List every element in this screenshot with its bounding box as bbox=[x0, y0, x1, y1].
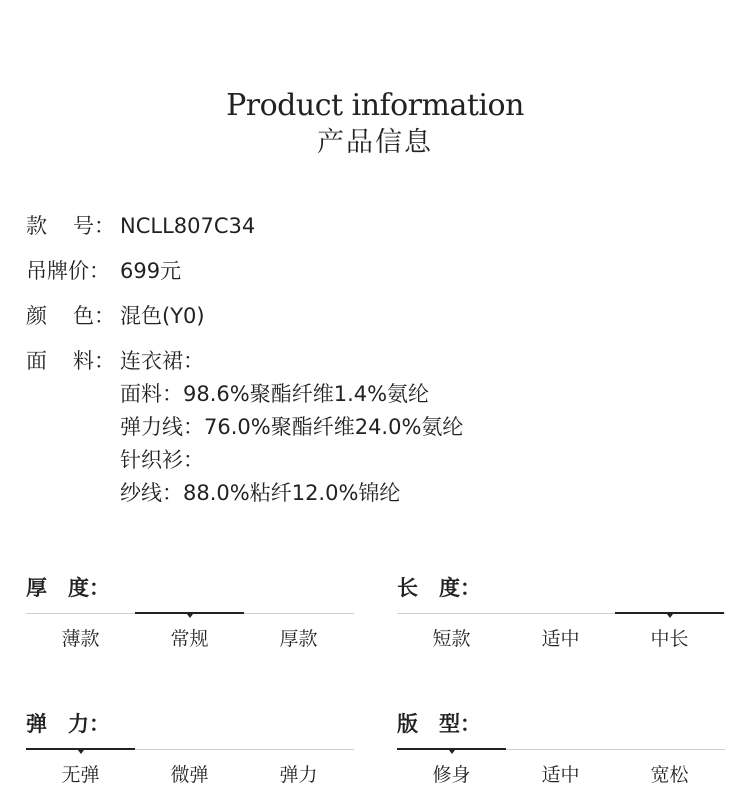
scale-segment bbox=[397, 612, 506, 614]
attribute-title: 版 型： bbox=[397, 712, 481, 736]
price-value: 699元 bbox=[120, 259, 182, 283]
fabric-line: 纱线：88.0%粘纤12.0%锦纶 bbox=[120, 481, 401, 505]
attribute-option: 适中 bbox=[541, 764, 580, 786]
fabric-label: 面 料： bbox=[26, 349, 115, 373]
color-value: 混色(Y0) bbox=[120, 304, 205, 328]
attribute-option: 宽松 bbox=[650, 764, 689, 786]
title-english: Product information bbox=[226, 88, 524, 123]
scale-segment-selected bbox=[615, 612, 724, 614]
attribute-option: 常规 bbox=[170, 628, 209, 650]
attribute-option: 中长 bbox=[650, 628, 689, 650]
scale-segment bbox=[26, 612, 135, 614]
scale-segment bbox=[244, 748, 353, 750]
price-label: 吊牌价： bbox=[26, 259, 110, 283]
style-number-value: NCLL807C34 bbox=[120, 214, 256, 238]
attribute-option: 弹力 bbox=[279, 764, 318, 786]
attribute-option: 修身 bbox=[432, 764, 471, 786]
color-row bbox=[26, 300, 205, 332]
attribute-scale-line bbox=[26, 613, 354, 614]
attribute-scale-line bbox=[397, 749, 725, 750]
scale-segment bbox=[135, 748, 244, 750]
scale-segment-selected bbox=[135, 612, 244, 614]
attribute-option: 短款 bbox=[432, 628, 471, 650]
scale-segment-selected bbox=[26, 748, 135, 750]
scale-segment bbox=[615, 748, 724, 750]
fabric-row bbox=[26, 345, 204, 377]
attribute-scale-line bbox=[26, 749, 354, 750]
fabric-value: 连衣裙： bbox=[120, 349, 204, 373]
attribute-option: 无弹 bbox=[61, 764, 100, 786]
attribute-option: 薄款 bbox=[61, 628, 100, 650]
scale-segment bbox=[506, 612, 615, 614]
fabric-line: 弹力线：76.0%聚酯纤维24.0%氨纶 bbox=[120, 415, 464, 439]
attribute-option: 厚款 bbox=[279, 628, 318, 650]
attribute-scale-line bbox=[397, 613, 725, 614]
attribute-option: 适中 bbox=[541, 628, 580, 650]
price-row bbox=[26, 255, 181, 287]
style-number-label: 款 号： bbox=[26, 214, 115, 238]
title-chinese: 产品信息 bbox=[317, 127, 433, 158]
fabric-line: 面料：98.6%聚酯纤维1.4%氨纶 bbox=[120, 382, 430, 406]
fabric-line: 针织衫： bbox=[120, 448, 204, 472]
style-number-row bbox=[26, 210, 255, 242]
scale-segment-selected bbox=[397, 748, 506, 750]
scale-segment bbox=[506, 748, 615, 750]
attribute-title: 长 度： bbox=[397, 576, 481, 600]
scale-segment bbox=[244, 612, 353, 614]
color-label: 颜 色： bbox=[26, 304, 115, 328]
attribute-title: 厚 度： bbox=[26, 576, 110, 600]
attribute-option: 微弹 bbox=[170, 764, 209, 786]
attribute-title: 弹 力： bbox=[26, 712, 110, 736]
